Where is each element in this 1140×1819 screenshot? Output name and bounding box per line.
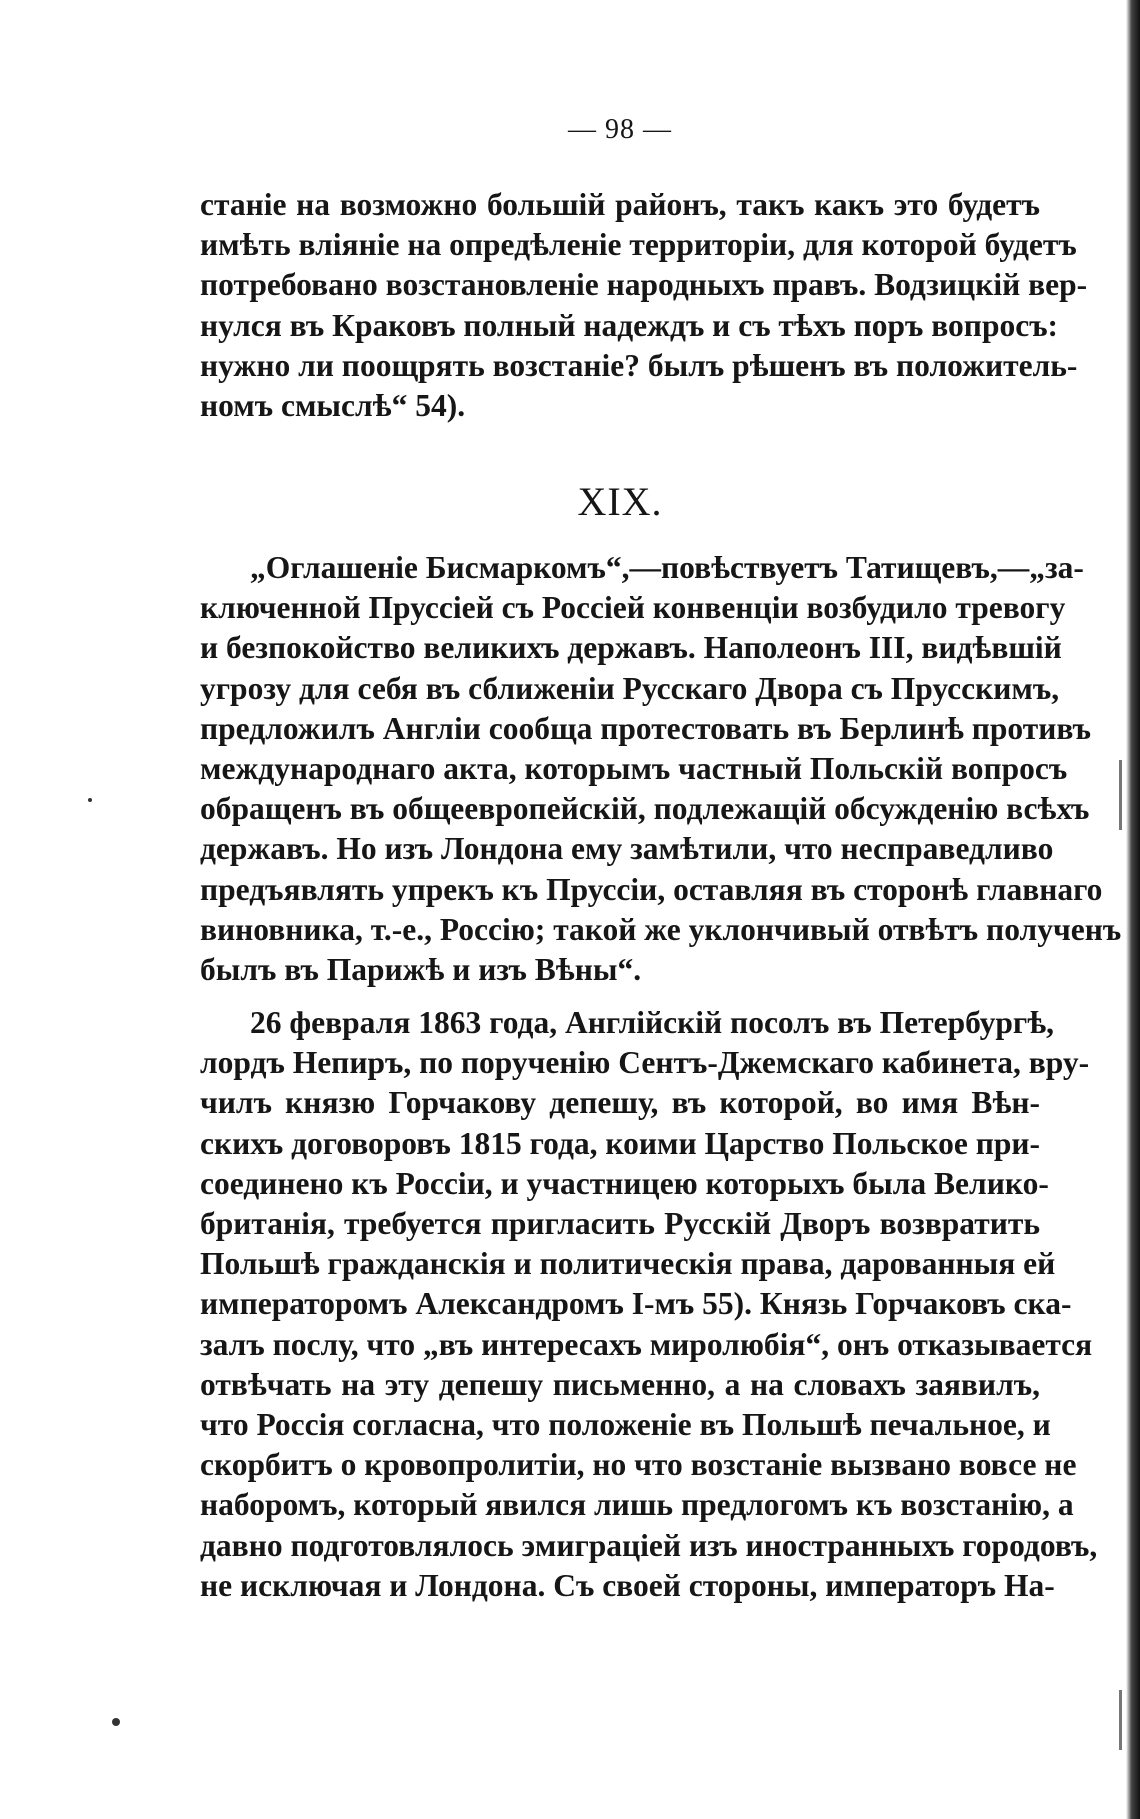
scan-speck — [88, 798, 92, 802]
text-line: имѣть вліяніе на опредѣленіе территоріи, для которой будетъ — [200, 227, 1077, 263]
text-line: не исключая и Лондона. Съ своей стороны, императоръ На- — [200, 1567, 1055, 1603]
scan-edge-mark — [1119, 760, 1122, 830]
page-number: — 98 — — [568, 114, 672, 145]
text-line: соединено къ Россіи, и участницею которыхъ была Велико- — [200, 1165, 1049, 1201]
text-line: и безпокойство великихъ державъ. Наполеонъ III, видѣвшій — [200, 630, 1062, 666]
text-line: наборомъ, который явился лишь предлогомъ къ возстанію, а — [200, 1487, 1074, 1523]
text-line: нулся въ Краковъ полный надеждъ и съ тѣхъ поръ вопросъ: — [200, 307, 1059, 343]
scan-speck — [112, 1718, 120, 1726]
text-line: императоромъ Александромъ I-мъ 55). Князь Горчаковъ ска- — [200, 1286, 1072, 1322]
text-line: давно подготовлялось эмиграціей изъ иностранныхъ городовъ, — [200, 1527, 1098, 1563]
text-line: „Оглашеніе Бисмаркомъ“,—повѣствуетъ Татищевъ,—„за- — [250, 550, 1084, 585]
scan-edge-mark — [1119, 1690, 1122, 1750]
text-line: державъ. Но изъ Лондона ему замѣтили, что несправедливо — [200, 831, 1054, 867]
text-line: что Россія согласна, что положеніе въ Польшѣ печальное, и — [200, 1407, 1051, 1443]
text-line: былъ въ Парижѣ и изъ Вѣны“. — [200, 952, 642, 988]
text-line: отвѣчать на эту депешу письменно, а на словахъ заявилъ, — [200, 1366, 1040, 1402]
chapter-heading: XIX. — [577, 479, 663, 524]
text-line: предъявлять упрекъ къ Пруссіи, оставляя въ сторонѣ главнаго — [200, 871, 1103, 907]
text-line: виновника, т.-е., Россію; такой же уклончивый отвѣтъ полученъ — [200, 911, 1122, 947]
text-line: залъ послу, что „въ интересахъ миролюбія“, онъ отказывается — [200, 1326, 1093, 1362]
text-line: предложилъ Англіи сообща протестовать въ Берлинѣ противъ — [200, 710, 1091, 746]
paragraph-quote — [200, 548, 1122, 990]
text-line: скорбитъ о кровопролитіи, но что возстаніе вызвано вовсе не — [200, 1447, 1077, 1483]
paragraph-continuation — [200, 185, 1088, 426]
text-line: скихъ договоровъ 1815 года, коими Царство Польское при- — [200, 1125, 1040, 1161]
scan-edge-shadow — [1126, 0, 1140, 1819]
text-line: ключенной Пруссіей съ Россіей конвенціи возбудило тревогу — [200, 590, 1066, 626]
text-line: лордъ Непиръ, по порученію Сентъ-Джемскаго кабинета, вру- — [200, 1045, 1090, 1081]
text-line: международнаго акта, которымъ частный Польскій вопросъ — [200, 751, 1068, 787]
text-line: станіе на возможно большій районъ, такъ какъ это будетъ — [200, 187, 1040, 222]
text-line: угрозу для себя въ сближеніи Русскаго Двора съ Прусскимъ, — [200, 670, 1060, 706]
text-line: нужно ли поощрять возстаніе? былъ рѣшенъ въ положитель- — [200, 347, 1078, 383]
text-line: чилъ князю Горчакову депешу, въ которой, во имя Вѣн- — [200, 1085, 1040, 1121]
text-line: Польшѣ гражданскія и политическія права, дарованныя ей — [200, 1246, 1056, 1282]
text-line: 26 февраля 1863 года, Англійскій посолъ въ Петербургѣ, — [250, 1005, 1055, 1040]
text-line: британія, требуется пригласить Русскій Дворъ возвратить — [200, 1206, 1040, 1242]
paragraph-main — [200, 1003, 1098, 1606]
text-line: потребовано возстановленіе народныхъ правъ. Водзицкій вер- — [200, 267, 1088, 303]
text-line: номъ смыслѣ“ 54). — [200, 388, 466, 424]
text-line: обращенъ въ общеевропейскій, подлежащій обсужденію всѣхъ — [200, 791, 1090, 827]
